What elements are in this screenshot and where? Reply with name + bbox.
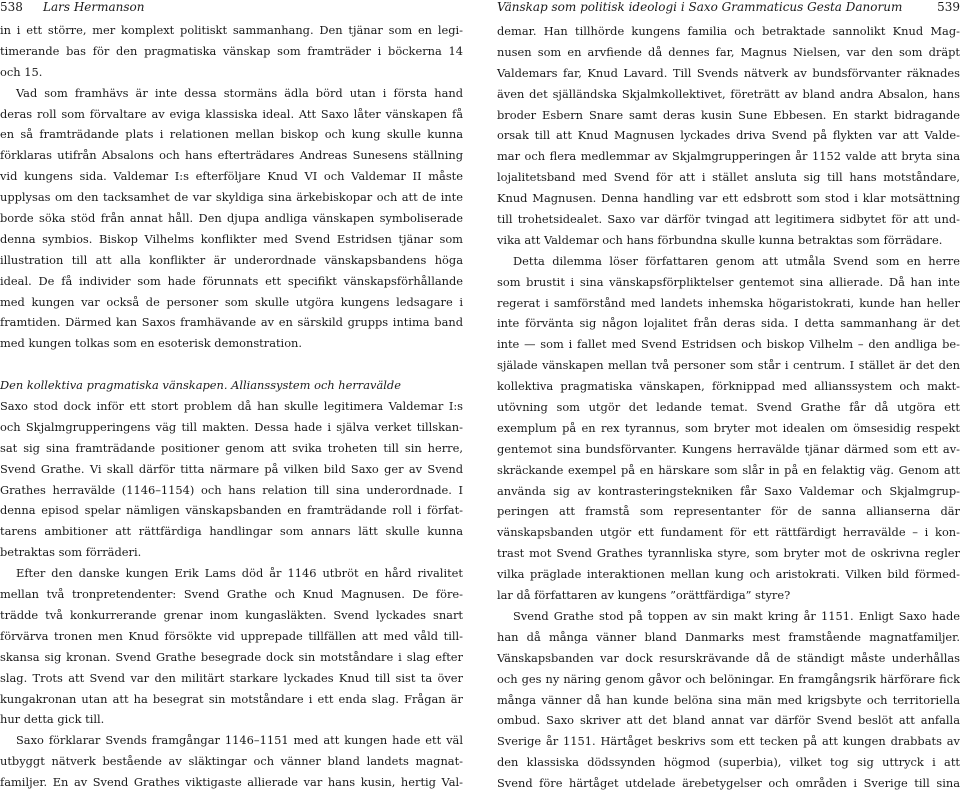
text-line: Grathes herravälde (1146–1154) och hans relation till sina underordnade. I (0, 482, 463, 497)
left-page-header (0, 0, 463, 16)
text-line: lar då författaren av kungens ”orättfärdiga” styre? (497, 588, 791, 603)
text-line: själade vänskapen mellan två personer som står i centrum. I stället är det den (497, 358, 960, 373)
text-line: broder Esbern Snare samt deras kusin Sune Ebbesen. En starkt bidragande (497, 107, 960, 122)
text-line: denna symbios. Biskop Vilhelms konflikter med Svend Estridsen tjänar som (0, 231, 463, 246)
section-heading: Den kollektiva pragmatiska vänskapen. Allianssystem och herravälde (0, 378, 401, 393)
text-line: med kungen tolkas som en esoterisk demonstration. (0, 336, 303, 351)
left-page (0, 0, 463, 790)
right-text-column (497, 21, 960, 794)
text-line: ombud. Saxo skriver att det bland annat var därför Svend beslöt att anfalla (497, 713, 960, 728)
text-line: Svend Grathe. Vi skall därför titta närmare på vilken bild Saxo ger av Svend (0, 461, 463, 476)
text-line: regerat i samförstånd med landets inhemska högaristokrati, kunde han heller (497, 295, 960, 310)
text-line: ideal. De få individer som hade förunnats ett specifikt vänskapsförhållande (0, 273, 463, 288)
text-line: den klassiska dödssynden högmod (superbia), vilket tog sig uttryck i att (497, 755, 960, 770)
text-line: och 15. (0, 64, 43, 79)
running-head: Vänskap som politisk ideologi i Saxo Grammaticus Gesta Danorum (497, 0, 903, 14)
text-line: Sverige år 1151. Härtåget beskrivs som ett tecken på att kungen drabbats av (497, 734, 960, 749)
text-line: exemplum på en rex tyrannus, som bryter mot idealen om ömsesidig respekt (497, 420, 960, 435)
text-line: illustration till att alla konflikter är underordnade vänskapsbandens höga (0, 252, 463, 267)
text-line: Efter den danske kungen Erik Lams död år 1146 utbröt en hård rivalitet (16, 566, 463, 581)
text-line: borde söka stöd från annat håll. Den djupa andliga vänskapen symboliserade (0, 211, 463, 226)
text-line: med kungen var också de personer som skulle utgöra kungens ledsagare i (0, 294, 463, 309)
text-line: hur detta gick till. (0, 712, 105, 727)
text-line: utövning som utgör det ledande temat. Svend Grathe får då utgöra ett (497, 400, 960, 415)
text-line: Detta dilemma löser författaren genom att utmåla Svend som en herre (513, 253, 960, 268)
text-line: mellan två tronpretendenter: Svend Grathe och Knud Magnusen. De före- (0, 587, 463, 602)
text-line: förvärva tronen men Knud försökte vid upprepade tillfällen att med våld till- (0, 628, 463, 643)
text-line: slag. Trots att Svend var den militärt starkare lyckades Knud till sist ta över (0, 670, 463, 685)
text-line: kollektiva pragmatiska vänskapen, förknippad med allianssystem och makt- (497, 379, 960, 394)
text-line: Vänskapsbanden var dock resurskrävande då de ständigt måste underhållas (497, 650, 960, 665)
text-line: som brustit i sina vänskapsförpliktelser gentemot sina allierade. Då han inte (497, 274, 960, 289)
text-line: och ges ny näring genom gåvor och belöningar. En framgångsrik härförare fick (497, 671, 960, 686)
text-line: upplysas om den tacksamhet de var skyldiga sina ärkebiskopar och att de inte (0, 190, 463, 205)
text-line: Knud Magnusen. Denna handling var ett edsbrott som stod i klar motsättning (497, 191, 960, 206)
text-line: inte förvänta sig någon lojalitet från deras sida. I detta sammanhang är det (497, 316, 960, 331)
blank-line (0, 354, 463, 375)
text-line: han då många vänner bland Danmarks mest framstående magnatfamiljer. (497, 629, 960, 644)
text-line: tarens ambitioner att rättfärdiga handlingar som annars lätt skulle kunna (0, 524, 463, 539)
text-line: denna episod spelar nämligen vänskapsbanden en framträdande roll i förfat- (0, 503, 463, 518)
right-page (497, 0, 960, 791)
text-line: vika att Valdemar och hans förbundna skulle kunna betraktas som förrädare. (497, 232, 943, 247)
text-line: utbyggt nätverk bestående av släktingar och vänner bland landets magnat- (0, 754, 463, 769)
text-line: Vad som framhävs är inte dessa stormäns ädla börd utan i första hand (16, 85, 463, 100)
text-line: peringen att framstå som representanter för de sanna allianserna där (497, 504, 960, 519)
text-line: och Skjalmgrupperingens väg till makten. Dessa hade i själva verket tillskan- (0, 419, 463, 434)
text-line: Svend före härtåget utdelade ärebetygelser och områden i Sverige till sina (497, 776, 960, 791)
text-line: deras roll som förvaltare av eviga klassiska ideal. Att Saxo låter vänskapen få (0, 106, 463, 121)
text-line: familjer. En av Svend Grathes viktigaste allierade var hans kusin, hertig Val- (0, 775, 463, 790)
text-line: till trohetsidealet. Saxo var därför tvingad att legitimera sidbytet för att und- (497, 212, 960, 227)
text-line: gentemot sina bundsförvanter. Kungens herravälde tjänar därmed som ett av- (497, 441, 960, 456)
text-line: timerande bas för den pragmatiska vänskap som framträder i böckerna 14 (0, 43, 463, 58)
text-line: skräckande exempel på en härskare som slår in på en felaktig väg. Genom att (497, 462, 960, 477)
running-head: Lars Hermanson (43, 0, 145, 14)
text-line: en så framträdande plats i relationen mellan biskop och kung skulle kunna (0, 127, 463, 142)
text-line: vänskapsbanden utgör ett fundament för ett rättfärdigt herravälde – i kon- (497, 525, 960, 540)
page-number: 538 (0, 0, 23, 14)
text-line: vid kungens sida. Valdemar I:s efterföljare Knud VI och Valdemar II måste (0, 169, 463, 184)
text-line: trast mot Svend Grathes tyrannliska styre, som bryter mot de oskrivna regler (497, 546, 960, 561)
text-line: mar och flera medlemmar av Skjalmgrupperingen år 1152 valde att bryta sina (497, 149, 960, 164)
text-line: skansa sig kronan. Svend Grathe besegrade dock sin motståndare i slag efter (0, 649, 463, 664)
text-line: även det själländska Skjalmkollektivet, företrätt av bland andra Absalon, hans (497, 86, 960, 101)
text-line: orsak till att Knud Magnusen lyckades driva Svend på flykten var att Valde- (497, 128, 960, 143)
page-number: 539 (937, 0, 960, 14)
right-page-header (497, 0, 960, 16)
text-line: vilka präglade interaktionen mellan kung och aristokrati. Vilken bild förmed- (497, 567, 960, 582)
text-line: inte — som i fallet med Svend Estridsen och biskop Vilhelm – den andliga be- (497, 337, 960, 352)
text-line: förklaras utifrån Absalons och hans efterträdares Andreas Sunesens ställning (0, 148, 463, 163)
text-line: Valdemars far, Knud Lavard. Till Svends nätverk av bundsförvanter räknades (497, 65, 960, 80)
text-line: kungakronan utan att ha besegrat sin motståndare i ett enda slag. Frågan är (0, 691, 463, 706)
text-line: Svend Grathe stod på toppen av sin makt kring år 1151. Enligt Saxo hade (513, 608, 960, 623)
text-line: demar. Han tillhörde kungens familia och betraktade sannolikt Knud Mag- (497, 24, 960, 38)
text-line: betraktas som förräderi. (0, 545, 142, 560)
text-line: trädde två konkurrerande grenar inom kungasläkten. Svend lyckades snart (0, 607, 463, 622)
text-line: nusen som en arvfiende då dennes far, Magnus Nielsen, var den som dräpt (497, 44, 960, 59)
text-line: lojalitetsband med Svend för att i stället ansluta sig till hans motståndare, (497, 170, 960, 185)
text-line: sat sig sina framträdande positioner genom att svika troheten till sin herre, (0, 440, 463, 455)
text-line: Saxo stod dock inför ett stort problem då han skulle legitimera Valdemar I:s (0, 399, 463, 414)
text-line: många vänner då han kunde belöna sina män med krigsbyte och territoriella (497, 692, 960, 707)
text-line: framtiden. Därmed kan Saxos framhävande av en särskild grupps intima band (0, 315, 463, 330)
text-line: in i ett större, mer komplext politiskt sammanhang. Den tjänar som en legi- (0, 23, 463, 37)
text-line: använda sig av kontrasteringstekniken får Saxo Valdemar och Skjalmgrup- (497, 483, 960, 498)
text-line: Saxo förklarar Svends framgångar 1146–1151 med att kungen hade ett väl (16, 733, 463, 748)
left-text-column (0, 20, 463, 793)
